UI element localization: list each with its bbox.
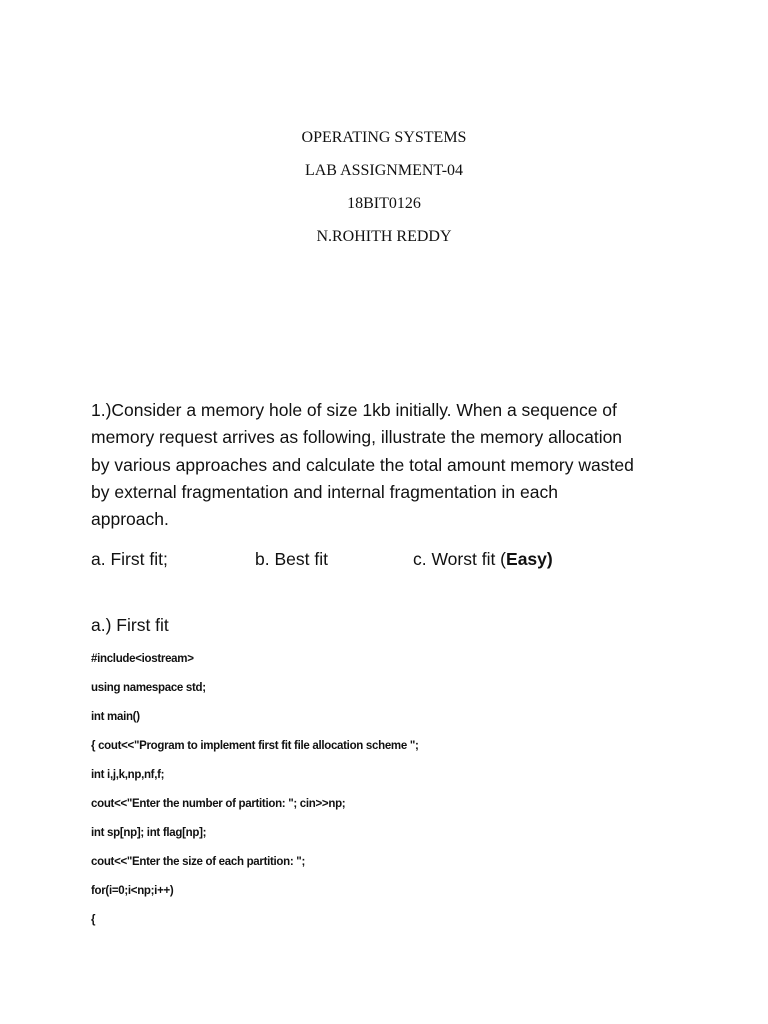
option-best-fit: b. Best fit [255, 549, 328, 569]
code-line: int sp[np]; int flag[np]; [91, 827, 207, 839]
code-line: { cout<<"Program to implement first fit file allocation scheme "; [91, 740, 419, 752]
title-block [0, 121, 768, 253]
course-title: OPERATING SYSTEMS [301, 129, 467, 146]
section-heading-first-fit: a.) First fit [91, 615, 169, 635]
code-line: #include<iostream> [91, 653, 194, 665]
question-text [91, 397, 691, 533]
option-worst-fit [413, 545, 553, 573]
difficulty-label: Easy) [506, 549, 553, 569]
code-line: int main() [91, 711, 140, 723]
option-worst-fit-label: c. Worst fit ( [413, 549, 507, 569]
student-name: N.ROHITH REDDY [316, 228, 452, 245]
registration-number: 18BIT0126 [347, 195, 421, 212]
code-line: { [91, 914, 96, 926]
code-line: using namespace std; [91, 682, 206, 694]
code-line: for(i=0;i<np;i++) [91, 885, 174, 897]
question-line: by external fragmentation and internal fragmentation in each [91, 481, 558, 502]
question-line: by various approaches and calculate the total amount memory wasted [91, 454, 634, 475]
assignment-title: LAB ASSIGNMENT-04 [304, 162, 464, 179]
code-line: cout<<"Enter the number of partition: "; cin>>np; [91, 798, 346, 810]
code-line: int i,j,k,np,nf,f; [91, 769, 165, 781]
question-line: 1.)Consider a memory hole of size 1kb initially. When a sequence of [91, 400, 617, 420]
option-first-fit: a. First fit; [91, 549, 168, 569]
question-line: approach. [91, 509, 169, 530]
code-line: cout<<"Enter the size of each partition: "; [91, 856, 305, 868]
code-block [91, 648, 711, 938]
question-options [91, 545, 711, 573]
question-line: memory request arrives as following, illustrate the memory allocation [91, 427, 623, 448]
